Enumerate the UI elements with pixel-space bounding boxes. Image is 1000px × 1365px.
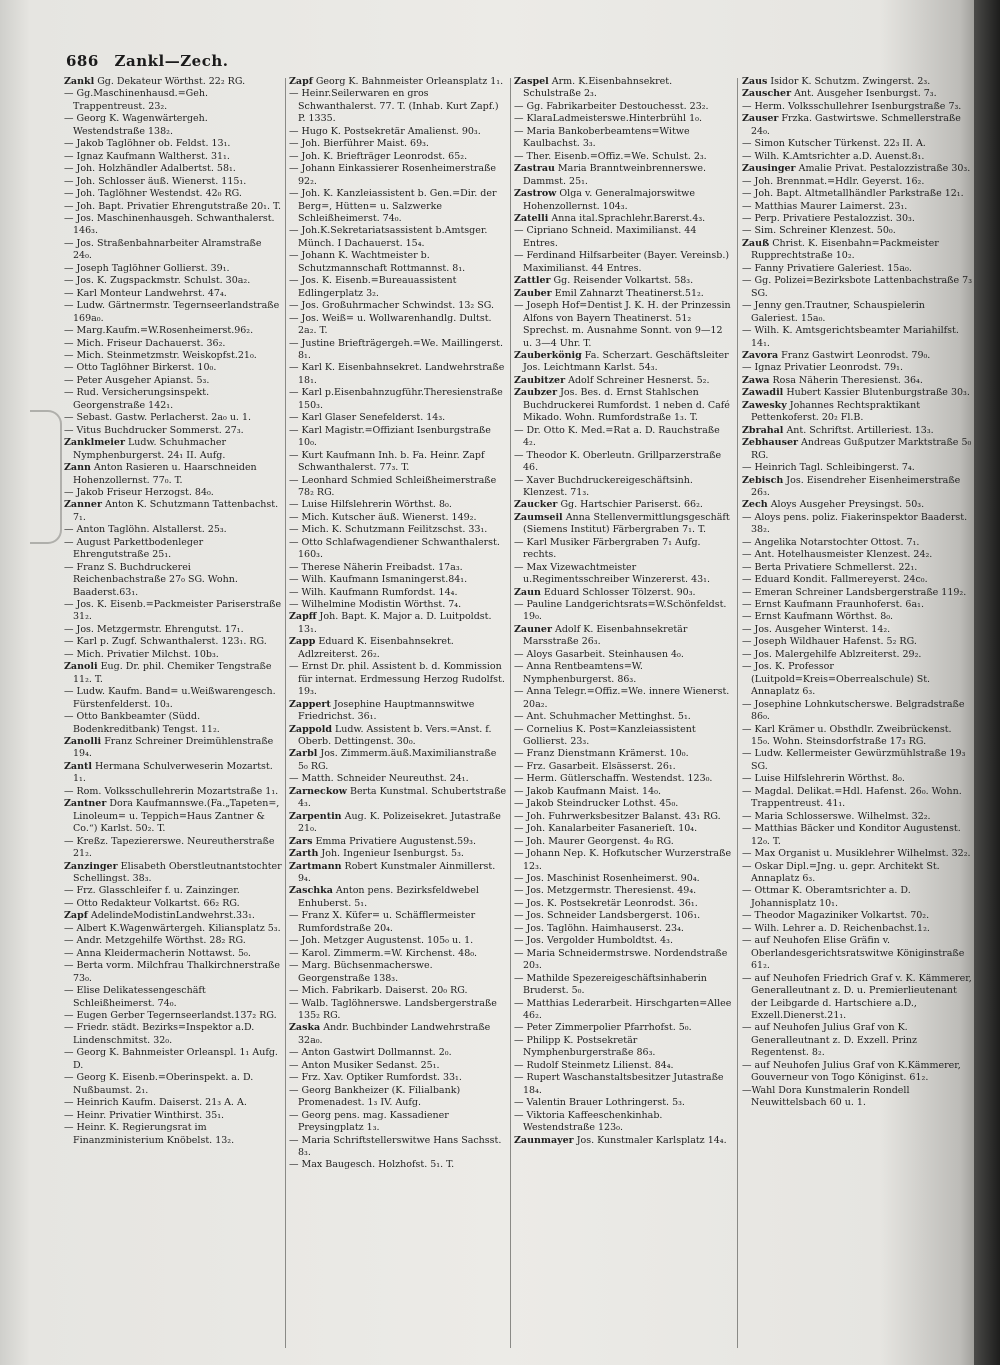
directory-entry: — Max Vizewachtmeister u.Regimentsschreiber Winzererst. 43₁. xyxy=(514,561,710,586)
directory-entry: Zech Aloys Ausgeher Preysingst. 50₃. xyxy=(742,499,925,511)
directory-entry: — Ernst Dr. phil. Assistent b. d. Kommission für internat. Erdmessung Herzog Rudolfst. 19₃. xyxy=(289,661,505,698)
directory-entry: — Fanny Privatiere Galeriest. 15a₀. xyxy=(742,262,912,274)
directory-entry: — Anna Kleidermacherin Nottawst. 5₀. xyxy=(64,947,251,959)
directory-entry: — Oskar Dipl.=Jng. u. gepr. Architekt St. Annaplatz 6₃. xyxy=(742,860,940,884)
directory-entry: Zauß Christ. K. Eisenbahn=Packmeister Rupprechtstraße 10₂. xyxy=(742,237,939,262)
directory-entry: Zarpentin Aug. K. Polizeisekret. Jutastraße 21₀. xyxy=(289,810,501,835)
directory-entry: — Joh. K. Kanzleiassistent b. Gen.=Dir. der Berg=, Hütten= u. Salzwerke Schleißheimerst. 74₀. xyxy=(289,188,497,224)
directory-entry: — Eduard Kondit. Fallmereyerst. 24c₀. xyxy=(742,574,928,586)
directory-entry: — Wilh. Kaufmann Ismaningerst.84₁. xyxy=(289,574,468,586)
directory-entry: — Joseph Taglöhner Gollierst. 39₁. xyxy=(64,262,230,274)
directory-entry: — Jos. K. Professor (Luitpold=Kreis=Oberrealschule) St. Annaplatz 6₃. xyxy=(742,661,931,698)
directory-entry: Zanzinger Elisabeth Oberstleutnantstochter Schellingst. 38₃. xyxy=(64,860,282,884)
directory-entry: — Sebast. Gastw. Perlacherst. 2a₀ u. 1. xyxy=(64,412,252,424)
directory-entry: — Jenny gen.Trautner, Schauspielerin Galeriest. 15a₀. xyxy=(742,300,925,324)
directory-entry: — Johann Einkassierer Rosenheimerstraße 92₂. xyxy=(289,163,497,187)
directory-entry: — Karl Monteur Landwehrst. 47₄. xyxy=(64,287,227,299)
directory-entry: Zapff Joh. Bapt. K. Major a. D. Luitpoldst. 13₁. xyxy=(289,611,492,635)
directory-entry: — Joh. Brennmat.=Hdlr. Geyerst. 16₂. xyxy=(742,175,925,187)
directory-entry: Zauser Frzka. Gastwirtswe. Schmellerstraße 24₀. xyxy=(742,113,961,137)
directory-entry: Zantner Dora Kaufmannswe.(Fa.„Tapeten=, Linoleum= u. Teppich=Haus Zantner & Co.“) Karlst. 50₂. T. xyxy=(64,798,280,835)
directory-entry: — Gg. Fabrikarbeiter Destouchesst. 23₂. xyxy=(514,100,709,112)
directory-entry: — Simon Kutscher Türkenst. 22₃ II. A. xyxy=(742,138,926,150)
directory-entry: — Joseph Wildhauer Hafenst. 5₂ RG. xyxy=(742,636,917,648)
directory-entry: — Theodor Magaziniker Volkartst. 70₂. xyxy=(742,910,930,922)
directory-entry: — Mich. Kutscher äuß. Wienerst. 149₂. xyxy=(289,511,477,523)
directory-entry: — Anna Rentbeamtens=W. Nymphenburgerst. 86₃. xyxy=(514,661,643,685)
directory-entry: — auf Neuhofen Julius Graf von K.Kämmerer, Gouverneur von Togo Königinst. 61₂. xyxy=(742,1059,961,1084)
directory-entry: — Mich. Friseur Dachauerst. 36₂. xyxy=(64,337,226,349)
directory-entry: — Ottmar K. Oberamtsrichter a. D. Johannisplatz 10₁. xyxy=(742,885,911,909)
directory-entry: — Joh. K. Briefträger Leonrodst. 65₂. xyxy=(289,150,468,162)
directory-entry: — auf Neuhofen Friedrich Graf v. K. Kämmerer, Generalleutnant z. D. u. Premierlieutenant der Leibgarde d. Hartschiere a.D., Exzell.Dienerst.21₁. xyxy=(742,972,972,1021)
directory-entry: — Otto Bankbeamter (Südd. Bodenkreditbank) Tengst. 11₂. xyxy=(64,711,220,735)
directory-entry: Zawadil Hubert Kassier Blutenburgstraße 30₃. xyxy=(742,387,970,399)
directory-entry: — Karl p.Eisenbahnzugführ.Theresienstraße 150₃. xyxy=(289,387,503,411)
directory-entry: — Jos. Maschinenhausgeh. Schwanthalerst. 146₃. xyxy=(64,212,275,237)
column-rule xyxy=(737,78,738,1348)
directory-entry: — Karl Glaser Senefelderst. 14₃. xyxy=(289,412,446,424)
running-head: Zankl—Zech. xyxy=(114,52,229,70)
directory-entry: — Rudolf Steinmetz Lilienst. 84₄. xyxy=(514,1059,674,1071)
directory-entry: — Ludw. Gärtnermstr. Tegernseerlandstraße 169a₀. xyxy=(64,300,280,324)
directory-entry: Zbrahal Ant. Schriftst. Artilleriest. 13₃. xyxy=(742,424,934,436)
directory-entry: — Frz. Gasarbeit. Elsässerst. 26₁. xyxy=(514,760,676,772)
directory-entry: Zaucker Gg. Hartschier Pariserst. 66₂. xyxy=(514,499,703,511)
column-4 xyxy=(742,76,972,1356)
page-number: 686 xyxy=(66,52,99,70)
directory-entry: — Pauline Landgerichtsrats=W.Schönfeldst. 19₀. xyxy=(514,599,727,623)
directory-entry: — Matthias Bäcker und Konditor Augustenst. 12₀. T. xyxy=(742,823,961,847)
directory-entry: — Jos. Taglöhn. Haimhauserst. 23₄. xyxy=(514,922,684,934)
directory-entry: — Jos. Großuhrmacher Schwindst. 13₂ SG. xyxy=(289,300,494,312)
directory-entry: — Herm. Volksschullehrer Isenburgstraße 7₃. xyxy=(742,100,962,112)
directory-entry: Zarth Joh. Ingenieur Isenburgst. 5₃. xyxy=(289,848,464,860)
directory-entry: — Ignaz Privatier Leonrodst. 79₁. xyxy=(742,362,903,374)
directory-entry: — Gg.Maschinenhausd.=Geh. Trappentreust. 23₂. xyxy=(64,88,208,112)
directory-entry: — Jos. K. Postsekretär Leonrodst. 36₁. xyxy=(514,897,698,909)
directory-entry: — Heinr. Privatier Winthirst. 35₁. xyxy=(64,1109,225,1121)
directory-entry: — Joh. Bierführer Maist. 69₃. xyxy=(289,138,429,150)
directory-entry: — Joseph Hof=Dentist J. K. H. der Prinzessin Alfons von Bayern Theatinerst. 51₂ Sprechst. m. Ausnahme Sonnt. von 9—12 u. 3—4 Uhr. T. xyxy=(514,300,731,349)
directory-entry: Zartmann Robert Kunstmaler Ainmillerst. 9₄. xyxy=(289,860,496,884)
page-edge-shadow xyxy=(974,0,1000,1365)
directory-entry: — Georg pens. mag. Kassadiener Preysingplatz 1₃. xyxy=(289,1109,449,1134)
directory-entry: Zantl Hermana Schulverweserin Mozartst. 1₁. xyxy=(64,760,273,785)
directory-entry: Zaus Isidor K. Schutzm. Zwingerst. 2₃. xyxy=(742,76,931,87)
directory-entry: — Georg K. Bahnmeister Orleanspl. 1₁ Aufg. D. xyxy=(64,1047,278,1071)
directory-entry: Zawa Rosa Näherin Theresienst. 36₄. xyxy=(742,374,923,386)
directory-entry: — Sim. Schreiner Klenzest. 50₀. xyxy=(742,225,896,237)
directory-entry: — Jakob Kaufmann Maist. 14₀. xyxy=(514,785,661,797)
directory-entry: — Jos. Ausgeher Winterst. 14₂. xyxy=(742,623,891,635)
directory-entry: — Wilh. K.Amtsrichter a.D. Auenst.8₁. xyxy=(742,150,925,162)
column-rule xyxy=(285,78,286,1348)
directory-entry: — Karl Magistr.=Offiziant Isenburgstraße 10₀. xyxy=(289,424,491,449)
directory-entry: — Jos. Vergolder Humboldtst. 4₃. xyxy=(514,935,673,947)
directory-entry: — Andr. Metzgehilfe Wörthst. 28₂ RG. xyxy=(64,935,246,947)
directory-entry: — Ther. Eisenb.=Offiz.=We. Schulst. 2₃. xyxy=(514,150,707,162)
directory-entry: — Ludw. Kellermeister Gewürzmühlstraße 19₃ SG. xyxy=(742,748,966,772)
page-header xyxy=(66,52,228,70)
directory-entry: — Matth. Schneider Neureuthst. 24₁. xyxy=(289,773,469,785)
directory-entry: — Rud. Versicherungsinspekt. Georgenstraße 142₁. xyxy=(64,387,210,411)
directory-entry: — Jos. Straßenbahnarbeiter Alramstraße 24₀. xyxy=(64,237,262,262)
directory-entry: — Ludw. Kaufm. Band= u.Weißwarengesch. Fürstenfelderst. 10₃. xyxy=(64,686,276,710)
directory-entry: Zann Anton Rasieren u. Haarschneiden Hohenzollernst. 77₀. T. xyxy=(64,462,257,486)
directory-entry: — Dr. Otto K. Med.=Rat a. D. Rauchstraße 4₂. xyxy=(514,424,720,449)
directory-entry: — auf Neuhofen Julius Graf von K. Generalleutnant z. D. Exzell. Prinz Regentenst. 8₂. xyxy=(742,1022,918,1059)
column-2 xyxy=(289,76,507,1356)
directory-entry: Zanoli Eug. Dr. phil. Chemiker Tengstraße 11₂. T. xyxy=(64,661,272,685)
directory-entry: — Emeran Schreiner Landsbergerstraße 119₂. xyxy=(742,586,967,598)
directory-entry: — Joh. Fuhrwerksbesitzer Balanst. 43₁ RG. xyxy=(514,810,721,822)
directory-entry: — Jos. K. Eisenb.=Packmeister Pariserstraße 31₂. xyxy=(64,599,282,623)
directory-entry: — Wilhelmine Modistin Wörthst. 7₄. xyxy=(289,599,462,611)
directory-entry: — Jakob Steindrucker Lothst. 45₀. xyxy=(514,798,679,810)
directory-entry: — Maria Schlosserswe. Wilhelmst. 32₂. xyxy=(742,810,931,822)
directory-entry: — Albert K.Wagenwärtergeh. Kiliansplatz 5₃. xyxy=(64,922,281,934)
directory-entry: — Berta Privatiere Schmellerst. 22₁. xyxy=(742,561,918,573)
directory-entry: — Johann K. Wachtmeister b. Schutzmannschaft Rottmannst. 8₁. xyxy=(289,250,466,274)
directory-entry: Zawesky Johannes Rechtspraktikant Pettenkoferst. 20₂ Fl.B. xyxy=(742,399,921,424)
directory-entry: — Josephine Lohnkutscherswe. Belgradstraße 86₀. xyxy=(742,698,965,723)
directory-entry: — Maria Bankoberbeamtens=Witwe Kaulbachst. 3₃. xyxy=(514,125,690,150)
directory-entry: — Ignaz Kaufmann Waltherst. 31₁. xyxy=(64,150,230,162)
directory-entry: — Joh. Schlosser äuß. Wienerst. 115₁. xyxy=(64,175,247,187)
directory-entry: Zaschka Anton pens. Bezirksfeldwebel Enhuberst. 5₁. xyxy=(289,885,479,909)
directory-entry: — Jos. Maschinist Rosenheimerst. 90₄. xyxy=(514,873,700,884)
directory-entry: — Xaver Buchdruckereigeschäftsinh. Klenzest. 71₃. xyxy=(514,474,693,498)
directory-entry: — Ant. Schuhmacher Mettinghst. 5₁. xyxy=(514,711,691,723)
directory-entry: Zaska Andr. Buchbinder Landwehrstraße 32a₀. xyxy=(289,1022,491,1046)
directory-entry: Zapp Eduard K. Eisenbahnsekret. Adlzreiterst. 26₂. xyxy=(289,636,454,660)
directory-entry: — Jakob Taglöhner ob. Feldst. 13₁. xyxy=(64,138,231,150)
directory-entry: Zauscher Ant. Ausgeher Isenburgst. 7₃. xyxy=(742,88,937,100)
directory-entry: Zaspel Arm. K.Eisenbahnsekret. Schulstraße 2₃. xyxy=(514,76,673,100)
directory-entry: — Joh. Metzger Augustenst. 105₀ u. 1. xyxy=(289,935,474,947)
directory-entry: Zarbl Jos. Zimmerm.äuß.Maximilianstraße 5₀ RG. xyxy=(289,748,497,772)
directory-entry: — Otto Taglöhner Birkerst. 10₀. xyxy=(64,362,217,374)
directory-entry: — Marg.Kaufm.=W.Rosenheimerst.96₂. xyxy=(64,325,254,337)
directory-entry: — Philipp K. Postsekretär Nymphenburgerstraße 86₃. xyxy=(514,1034,656,1059)
directory-entry: — Jos. K. Eisenb.=Bureauassistent Edlingerplatz 3₂. xyxy=(289,275,457,299)
directory-entry: — Jos. Malergehilfe Ablzreiterst. 29₂. xyxy=(742,648,922,660)
directory-entry: — Karl K. Eisenbahnsekret. Landwehrstraße 18₁. xyxy=(289,362,505,386)
directory-entry: — Cornelius K. Post=Kanzleiassistent Gollierst. 23₃. xyxy=(514,723,696,748)
directory-entry: — Rupert Waschanstaltsbesitzer Jutastraße 18₄. xyxy=(514,1072,724,1096)
directory-entry: — Max Baugesch. Holzhofst. 5₁. T. xyxy=(289,1159,455,1171)
directory-entry: — Jos. Weiß= u. Wollwarenhandlg. Dultst. 2a₂. T. xyxy=(289,312,492,337)
directory-entry: — Angelika Notarstochter Ottost. 7₁. xyxy=(742,536,920,548)
directory-entry: — KlaraLadmeisterswe.Hinterbrühl 1₀. xyxy=(514,113,702,125)
directory-entry: Zars Emma Privatiere Augustenst.59₃. xyxy=(289,835,477,847)
directory-entry: — Maria Schneidermstrswe. Nordendstraße 20₃. xyxy=(514,947,728,972)
column-3 xyxy=(514,76,732,1356)
directory-entry: — Mich. K. Schutzmann Feilitzschst. 33₁. xyxy=(289,524,488,536)
directory-entry: Zaubzer Jos. Bes. d. Ernst Stahlschen Buchdruckerei Rumfordst. 1 neben d. Café Mikado. Wohn. Rumfordstraße 1₃. T. xyxy=(514,387,730,424)
directory-entry: — Jos. K. Zugspackmstr. Schulst. 30a₂. xyxy=(64,275,251,287)
directory-entry: — Vitus Buchdrucker Sommerst. 27₃. xyxy=(64,424,244,436)
directory-entry: Zaunmayer Jos. Kunstmaler Karlsplatz 14₄. xyxy=(514,1134,727,1146)
directory-entry: — Georg K. Eisenb.=Oberinspekt. a. D. Nußbaumst. 2₁. xyxy=(64,1072,254,1096)
directory-entry: — Jos. Metzgermstr. Theresienst. 49₄. xyxy=(514,885,697,897)
directory-entry: — Marg. Büchsenmacherswe. Georgenstraße 138₃. xyxy=(289,960,433,984)
directory-entry: — Max Organist u. Musiklehrer Wilhelmst. 32₂. xyxy=(742,848,971,860)
directory-entry: —Wahl Dora Kunstmalerin Rondell Neuwittelsbach 60 u. 1. xyxy=(742,1084,910,1109)
column-1 xyxy=(64,76,282,1356)
directory-entry: Zauber Emil Zahnarzt Theatinerst.51₂. xyxy=(514,287,704,299)
directory-entry: — Georg Bankheizer (K. Filialbank) Promenadest. 1₃ IV. Aufg. xyxy=(289,1084,461,1109)
directory-entry: — Friedr. städt. Bezirks=Inspektor a.D. Lindenschmitst. 32₀. xyxy=(64,1022,255,1046)
directory-entry: — Otto Redakteur Volkartst. 66₂ RG. xyxy=(64,897,240,909)
directory-entry: Zatelli Anna ital.Sprachlehr.Barerst.4₃. xyxy=(514,212,706,224)
directory-entry: — Heinr.Seilerwaren en gros Schwanthalerst. 77. T. (Inhab. Kurt Zapf.) P. 1335. xyxy=(289,88,499,125)
directory-entry: — Wilh. Kaufmann Rumfordst. 14₄. xyxy=(289,586,458,598)
directory-entry: — Heinr. K. Regierungsrat im Finanzministerium Knöbelst. 13₂. xyxy=(64,1122,235,1146)
directory-entry: — Joh. Holzhändler Adalbertst. 58₁. xyxy=(64,163,236,175)
directory-entry: — Mathilde Spezereigeschäftsinhaberin Bruderst. 5₀. xyxy=(514,972,707,997)
directory-entry: — Joh. Bapt. Privatier Ehrengutstraße 20₁. T. xyxy=(64,200,281,212)
directory-entry: — Heinrich Tagl. Schleibingerst. 7₄. xyxy=(742,462,915,474)
directory-entry: Zappold Ludw. Assistent b. Vers.=Anst. f. Oberb. Dettingenst. 30₀. xyxy=(289,723,492,748)
directory-entry: — Viktoria Kaffeeschenkinhab. Westendstraße 123₀. xyxy=(514,1109,663,1134)
directory-entry: Zausinger Amalie Privat. Pestalozzistraße 30₃. xyxy=(742,163,971,175)
directory-entry: — Eugen Gerber Tegernseerlandst.137₂ RG. xyxy=(64,1009,277,1021)
directory-entry: Zankl Gg. Dekateur Wörthst. 22₂ RG. xyxy=(64,76,246,87)
page-tab-mark xyxy=(30,410,62,544)
directory-entry: — Karol. Zimmerm.=W. Kirchenst. 48₀. xyxy=(289,947,478,959)
column-rule xyxy=(510,78,511,1348)
directory-entry: — Franz Dienstmann Krämerst. 10₀. xyxy=(514,748,689,760)
directory-entry: — Magdal. Delikat.=Hdl. Hafenst. 26₀. Wohn. Trappentreust. 41₁. xyxy=(742,785,962,810)
directory-entry: — Frz. Xav. Optiker Rumfordst. 33₁. xyxy=(289,1072,462,1084)
directory-entry: — Jakob Friseur Herzogst. 84₀. xyxy=(64,486,214,498)
directory-entry: — Gg. Polizei=Bezirksbote Lattenbachstraße 7₃ SG. xyxy=(742,275,972,299)
directory-entry: — Cipriano Schneid. Maximilianst. 44 Entres. xyxy=(514,225,697,249)
directory-entry: Zastrow Olga v. Generalmajorswitwe Hohenzollernst. 104₃. xyxy=(514,188,695,212)
directory-entry: — Jos. Schneider Landsbergerst. 106₁. xyxy=(514,910,701,922)
directory-entry: — Luise Hilfslehrerin Wörthst. 8₀. xyxy=(742,773,905,785)
directory-entry: — Johann Nep. K. Hofkutscher Wurzerstraße 12₃. xyxy=(514,848,732,872)
directory-entry: — Mich. Privatier Milchst. 10b₃. xyxy=(64,648,219,660)
directory-entry: Zebisch Jos. Eisendreher Eisenheimerstraße 26₃. xyxy=(742,474,961,498)
directory-entry: — Joh. Taglöhner Westendst. 42₀ RG. xyxy=(64,188,242,200)
directory-entry: — Heinrich Kaufm. Daiserst. 21₃ A. A. xyxy=(64,1097,247,1109)
directory-entry: — Peter Zimmerpolier Pfarrhofst. 5₀. xyxy=(514,1022,692,1034)
directory-entry: — Matthias Lederarbeit. Hirschgarten=Allee 46₂. xyxy=(514,997,732,1021)
directory-entry: — Leonhard Schmied Schleißheimerstraße 78₂ RG. xyxy=(289,474,497,498)
directory-entry: — Ferdinand Hilfsarbeiter (Bayer. Vereinsb.) Maximilianst. 44 Entres. xyxy=(514,250,730,274)
directory-entry: Zanolli Franz Schreiner Dreimühlenstraße 19₄. xyxy=(64,736,274,760)
directory-entry: — Mich. Fabrikarb. Daiserst. 20₀ RG. xyxy=(289,985,468,997)
directory-entry: — Karl p. Zugf. Schwanthalerst. 123₁. RG. xyxy=(64,636,267,648)
directory-entry: Zaumseil Anna Stellenvermittlungsgeschäft (Siemens Institut) Färbergraben 7₁. T. xyxy=(514,511,730,536)
directory-entry: — Elise Delikatessengeschäft Schleißheimerst. 74₀. xyxy=(64,985,206,1009)
directory-entry: — Anna Telegr.=Offiz.=We. innere Wienerst. 20a₂. xyxy=(514,686,730,710)
directory-entry: — Georg K. Wagenwärtergeh. Westendstraße 138₂. xyxy=(64,113,208,137)
directory-entry: — Hugo K. Postsekretär Amalienst. 90₃. xyxy=(289,125,481,137)
directory-entry: — Frz. Glasschleifer f. u. Zainzinger. xyxy=(64,885,240,897)
directory-entry: Zastrau Maria Branntweinbrennerswe. Dammst. 25₁. xyxy=(514,163,707,187)
directory-entry: — Kreßz. Tapeziererswe. Neureutherstraße 21₂. xyxy=(64,835,275,860)
directory-entry: — Franz X. Küfer= u. Schäfflermeister Rumfordstraße 20₄. xyxy=(289,910,476,934)
directory-entry: — August Parkettbodenleger Ehrengutstraße 25₁. xyxy=(64,536,204,561)
directory-entry: — Walb. Taglöhnerswe. Landsbergerstraße 135₂ RG. xyxy=(289,997,497,1021)
directory-entry: — Herm. Gütlerschaffn. Westendst. 123₀. xyxy=(514,773,713,785)
directory-entry: — Matthias Maurer Laimerst. 23₁. xyxy=(742,200,908,212)
directory-entry: — Franz S. Buchdruckerei Reichenbachstraße 27₀ SG. Wohn. Baaderst.63₁. xyxy=(64,561,238,598)
directory-entry: — Ant. Hotelhausmeister Klenzest. 24₂. xyxy=(742,549,933,561)
directory-entry: — Maria Schriftstellerswitwe Hans Sachsst. 8₃. xyxy=(289,1134,502,1158)
directory-entry: — Ernst Kaufmann Fraunhoferst. 6a₁. xyxy=(742,599,924,611)
directory-entry: — Valentin Brauer Lothringerst. 5₃. xyxy=(514,1097,685,1109)
directory-entry: — Karl Krämer u. Obsthdlr. Zweibrückenst. 15₀. Wohn. Steinsdorfstraße 17₃ RG. xyxy=(742,723,952,748)
directory-entry: Zanner Anton K. Schutzmann Tattenbachst. 7₁. xyxy=(64,499,279,523)
directory-entry: — Luise Hilfslehrerin Wörthst. 8₀. xyxy=(289,499,452,511)
directory-entry: Zapf AdelindeModistinLandwehrst.33₁. xyxy=(64,910,255,922)
directory-entry: — Otto Schlafwagendiener Schwanthalerst. 160₃. xyxy=(289,536,500,561)
directory-entry: — Kurt Kaufmann Inh. b. Fa. Heinr. Zapf Schwanthalerst. 77₃. T. xyxy=(289,449,485,474)
directory-entry: — Aloys pens. poliz. Fiakerinspektor Baaderst. 38₂. xyxy=(742,511,968,536)
directory-entry: — Therese Näherin Freibadst. 17a₃. xyxy=(289,561,463,573)
directory-entry: — Anton Musiker Sedanst. 25₁. xyxy=(289,1059,440,1071)
directory-entry: — Wilh. K. Amtsgerichtsbeamter Mariahilfst. 14₁. xyxy=(742,325,959,349)
directory-entry: — Joh. Kanalarbeiter Fasanerieſt. 10₄. xyxy=(514,823,698,835)
directory-entry: Zanklmeier Ludw. Schuhmacher Nymphenburgerst. 24₁ II. Aufg. xyxy=(64,437,226,461)
directory-entry: Zavora Franz Gastwirt Leonrodst. 79₀. xyxy=(742,349,931,361)
directory-entry: — Wilh. Lehrer a. D. Reichenbachst.1₂. xyxy=(742,922,930,934)
directory-entry: — Aloys Gasarbeit. Steinhausen 4₀. xyxy=(514,648,684,660)
directory-entry: — auf Neuhofen Elise Gräfin v. Oberlandesgerichtsratswitwe Königinstraße 61₂. xyxy=(742,935,965,972)
directory-entry: Zapf Georg K. Bahnmeister Orleansplatz 1₁. xyxy=(289,76,504,87)
directory-entry: — Theodor K. Oberleutn. Grillparzerstraße 46. xyxy=(514,449,722,474)
directory-entry: — Joh. Bapt. Altmetallhändler Parkstraße 12₁. xyxy=(742,188,964,200)
directory-entry: — Peter Ausgeher Apianst. 5₃. xyxy=(64,374,210,386)
directory-entry: — Rom. Volksschullehrerin Mozartstraße 1₁. xyxy=(64,785,279,797)
directory-entry: Zebhauser Andreas Gußputzer Marktstraße 5₀ RG. xyxy=(742,437,972,461)
directory-entry: — Justine Briefträgergeh.=We. Maillingerst. 8₁. xyxy=(289,337,503,361)
directory-entry: Zarneckow Berta Kunstmal. Schubertstraße 4₃. xyxy=(289,785,507,810)
directory-entry: — Karl Musiker Färbergraben 7₁ Aufg. rechts. xyxy=(514,536,701,561)
directory-entry: — Jos. Metzgermstr. Ehrengutst. 17₁. xyxy=(64,623,244,635)
directory-entry: — Berta vorm. Milchfrau Thalkirchnerstraße 73₀. xyxy=(64,960,281,984)
directory-entry: — Joh. Maurer Georgenst. 4₀ RG. xyxy=(514,835,674,847)
directory-entry: — Joh.K.Sekretariatsassistent b.Amtsger. Münch. I Dachauerst. 15₄. xyxy=(289,225,488,249)
directory-entry: Zappert Josephine Hauptmannswitwe Friedrichst. 36₁. xyxy=(289,698,475,723)
directory-entry: — Mich. Steinmetzmstr. Weiskopfst.21₀. xyxy=(64,349,257,361)
directory-entry: — Ernst Kaufmann Wörthst. 8₀. xyxy=(742,611,894,623)
directory-entry: Zauner Adolf K. Eisenbahnsekretär Marsstraße 26₃. xyxy=(514,623,688,648)
directory-entry: Zauberkönig Fa. Scherzart. Geschäftsleiter Jos. Leichtmann Karlst. 54₃. xyxy=(514,349,729,374)
directory-entry: Zaun Eduard Schlosser Tölzerst. 90₃. xyxy=(514,586,696,598)
directory-entry: Zaubitzer Adolf Schreiner Hesnerst. 5₂. xyxy=(514,374,710,386)
directory-entry: Zattler Gg. Reisender Volkartst. 58₃. xyxy=(514,275,694,287)
directory-entry: — Anton Gastwirt Dollmannst. 2₀. xyxy=(289,1047,452,1059)
directory-entry: — Perp. Privatiere Pestalozzist. 30₃. xyxy=(742,212,915,224)
directory-entry: — Anton Taglöhn. Alstallerst. 25₃. xyxy=(64,524,227,536)
